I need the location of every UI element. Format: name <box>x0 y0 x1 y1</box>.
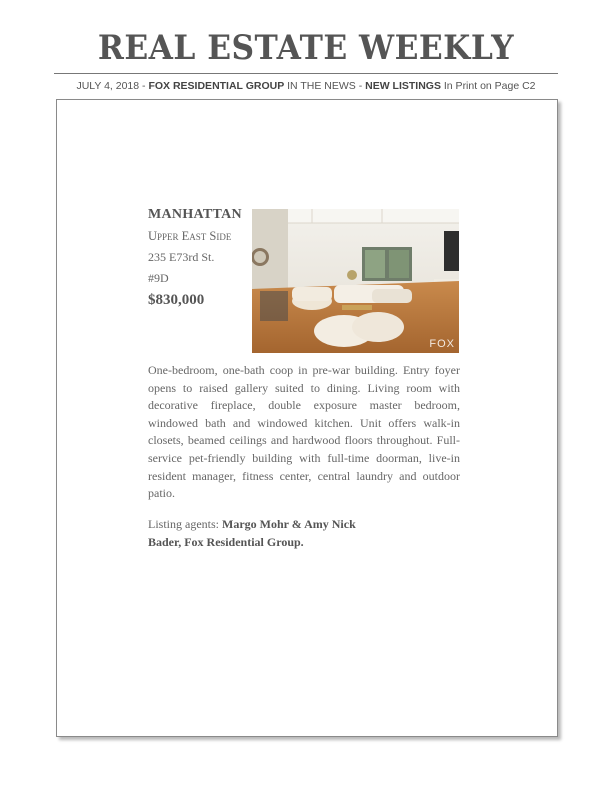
masthead-title: REAL ESTATE WEEKLY <box>97 28 515 68</box>
listing-photo <box>252 209 459 353</box>
dateline-separator: - <box>139 80 149 92</box>
listing-borough: MANHATTAN <box>148 207 242 222</box>
dateline-date: JULY 4, 2018 <box>76 80 140 92</box>
photo-credit-watermark: FOX <box>429 338 455 350</box>
dateline-section: NEW LISTINGS <box>365 80 441 92</box>
listing-address: 235 E73rd St. <box>148 250 215 264</box>
dateline <box>0 80 612 92</box>
listing-price: $830,000 <box>148 292 205 308</box>
dateline-company: FOX RESIDENTIAL GROUP <box>148 80 285 92</box>
listing-header <box>148 207 248 309</box>
listing-neighborhood: Upper East Side <box>148 229 232 243</box>
listing-description: One-bedroom, one-bath coop in pre-war building. Entry foyer opens to raised gallery suited to dining. Living room with decorative fireplace, double exposure master bedroom, windowed bath and windowed kitchen. Unit offers walk-in closets, beamed ceilings and hardwood floors throughout. Full-service pet-friendly building with full-time doorman, live-in resident manager, fitness center, central laundry and outdoor patio. <box>148 363 460 501</box>
living-room-photo-image <box>252 209 459 353</box>
masthead-rule <box>54 73 558 74</box>
listing-agents-names: Margo Mohr & Amy Nick Bader, Fox Residential Group. <box>148 517 356 549</box>
listing-unit: #9D <box>148 271 169 285</box>
listing-agents-label: Listing agents: <box>148 517 222 531</box>
dateline-in-the-news: IN THE NEWS - <box>284 80 366 92</box>
dateline-page-reference: In Print on Page C2 <box>440 80 536 92</box>
listing-agents <box>148 516 388 551</box>
